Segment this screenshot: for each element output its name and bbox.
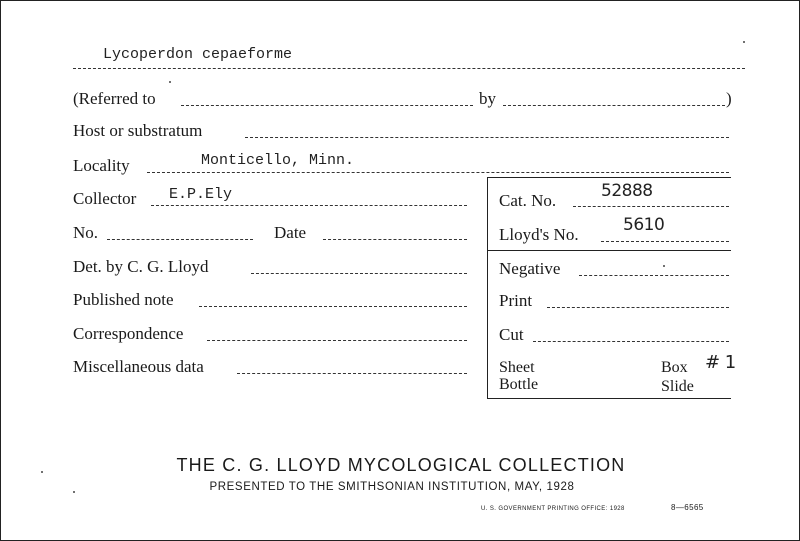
print-line: [547, 307, 729, 308]
cut-line: [533, 341, 729, 342]
box-bottom-border: [487, 398, 731, 399]
published-label: Published note: [73, 290, 174, 309]
slide-label: Slide: [661, 378, 694, 395]
no-label: No.: [73, 223, 99, 242]
host-line: [245, 137, 729, 138]
box-top-border: [487, 177, 731, 178]
scan-speck: [743, 41, 745, 43]
cat-no-value: 52888: [601, 181, 653, 201]
locality-line: [147, 172, 729, 173]
published-line: [199, 306, 467, 307]
no-line: [107, 239, 253, 240]
misc-label: Miscellaneous data: [73, 357, 204, 376]
negative-line: [579, 275, 729, 276]
scan-speck: [73, 491, 75, 493]
box-value: # 1: [705, 352, 736, 373]
negative-label: Negative: [499, 259, 561, 278]
referred-to-line: [181, 105, 473, 106]
scan-speck: [41, 471, 43, 473]
lloyds-no-line: [601, 241, 729, 242]
cat-no-label: Cat. No.: [499, 191, 557, 210]
det-line: [251, 273, 467, 274]
form-number: 8—6565: [671, 503, 704, 512]
sheet-label: Sheet: [499, 359, 535, 376]
locality-label: Locality: [73, 156, 130, 175]
lloyds-no-label: Lloyd's No.: [499, 225, 579, 244]
locality-value: Monticello, Minn.: [201, 152, 355, 169]
lloyds-no-value: 5610: [623, 215, 665, 235]
printing-office-note: U. S. GOVERNMENT PRINTING OFFICE: 1928: [481, 506, 625, 512]
collector-value: E.P.Ely: [169, 186, 233, 203]
cat-no-line: [573, 206, 729, 207]
collection-title: THE C. G. LLOYD MYCOLOGICAL COLLECTION: [176, 455, 626, 475]
collection-subtitle: PRESENTED TO THE SMITHSONIAN INSTITUTION, MAY, 1928: [209, 481, 575, 493]
box-left-border: [487, 177, 488, 399]
by-line: [503, 105, 725, 106]
species-line: [73, 68, 745, 69]
collector-label: Collector: [73, 189, 137, 208]
misc-line: [237, 373, 467, 374]
det-label: Det. by C. G. Lloyd: [73, 257, 209, 276]
bottle-label: Bottle: [499, 376, 539, 393]
host-label: Host or substratum: [73, 121, 203, 140]
species-name: Lycoperdon cepaeforme: [103, 46, 293, 63]
collector-line: [151, 205, 467, 206]
date-line: [323, 239, 467, 240]
box-divider: [487, 250, 731, 251]
close-paren: ): [726, 89, 732, 108]
scan-speck: [663, 265, 665, 267]
box-label: Box: [661, 359, 688, 376]
cut-label: Cut: [499, 325, 524, 344]
print-label: Print: [499, 291, 533, 310]
by-label: by: [479, 89, 496, 108]
correspondence-label: Correspondence: [73, 324, 184, 343]
correspondence-line: [207, 340, 467, 341]
date-label: Date: [274, 223, 307, 242]
scan-speck: [169, 81, 171, 83]
referred-to-label: (Referred to: [73, 89, 156, 108]
